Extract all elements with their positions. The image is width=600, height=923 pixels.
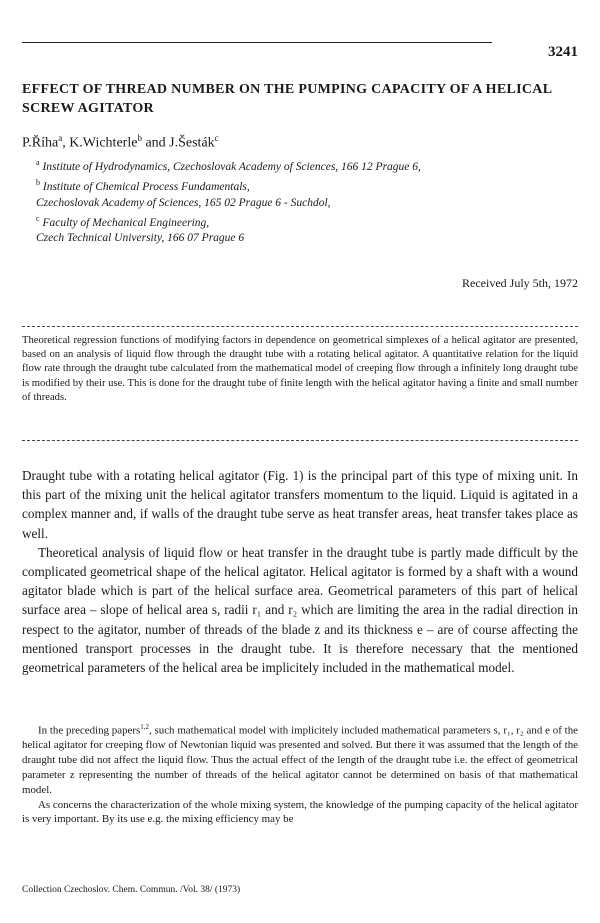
author-mark: a: [58, 133, 63, 143]
main-text: [22, 466, 578, 677]
abstract: Theoretical regression functions of modifying factors in dependence on geometrical simplexes of a helical agitator are presented, based on an analysis of liquid flow through the draught tube with a rotating helical agitator. A quantitative relation for the liquid flow rate through the draught tube calculated from the mathematical model of creeping flow through a infinitely long draught tube is modified by their use. This is done for the draught tube of finite length with the helical agitator having a finite and small number of threads.: [22, 335, 578, 403]
author-mark: b: [137, 133, 142, 143]
affiliations: $^a$ Institute of Hydrodynamics, Czechoslovak Academy of Sciences, 166 12 Prague 6, $^b$ Institute of Chemical Process Fundamentals, Czechoslovak Academy of Sciences, 165 02 Prague 6 - Suchdol, $^c$ Faculty of Mechanical Engineering, Czech Technical University, 166 07 Prague 6: [36, 155, 576, 246]
affiliation-a: Institute of Hydrodynamics, Czechoslovak Academy of Sciences, 166 12 Prague 6,: [42, 160, 421, 173]
affiliation-c-cont: Czech Technical University, 166 07 Prague 6: [36, 232, 245, 245]
article-title: EFFECT OF THREAD NUMBER ON THE PUMPING CAPACITY OF A HELICAL SCREW AGITATOR: [22, 82, 552, 116]
author-mark: c: [214, 133, 219, 143]
page-number: 3241: [548, 44, 578, 60]
paragraph: In the preceding papers$^{1,2}$, such mathematical model with implicitely included mathematical parameters s, r₁, r₂ and e of the helical agitator for creeping flow of Newtonian liquid was presented and solved. But there it was assumed that the length of the draught tube did not affect the liquid flow. Thus the actual effect of the length of the draught tube i.e. the effect of geometrical parameter z representing the number of threads of the helical agitator cannot be determined on basis of that mathematical model.: [22, 723, 578, 796]
paragraph: Draught tube with a rotating helical agitator (Fig. 1) is the principal part of this type of mixing unit. In this part of the mixing unit the helical agitator transfers momentum to the liquid. Liquid is agitated in a complex manner and, if walls of the draught tube serve as heat transfer areas, heat transfer takes place as well.: [22, 468, 578, 541]
affiliation-c: Faculty of Mechanical Engineering,: [42, 216, 210, 229]
received-date: Received July 5th, 1972: [462, 276, 578, 290]
author-name: P.Říha: [22, 135, 59, 151]
paragraph: As concerns the characterization of the whole mixing system, the knowledge of the pumping capacity of the helical agitator is very important. By its use e.g. the mixing efficiency may be: [22, 798, 578, 826]
author-name: J.Šesták: [169, 135, 215, 151]
affiliation-b-cont: Czechoslovak Academy of Sciences, 165 02 Prague 6 - Suchdol,: [36, 196, 331, 209]
reference-marks: 1,2: [140, 723, 149, 731]
affiliation-b: Institute of Chemical Process Fundamentals,: [42, 180, 250, 193]
abstract-bottom-rule: [22, 440, 578, 441]
small-text: [22, 720, 578, 827]
authors-line: P.Říha$^a$, K.Wichterle$^b$ and J.Šesták$^c$: [22, 133, 219, 151]
journal-footer: Collection Czechoslov. Chem. Commun. /Vol. 38/ (1973): [22, 885, 241, 895]
paragraph: Theoretical analysis of liquid flow or heat transfer in the draught tube is partly made difficult by the complicated geometrical shape of the helical agitator. Helical agitator is formed by a shaft with a wound agitator blade which is part of the helical surface area. Geometrical parameters of this part of helical surface area – slope of helical area s, radii r₁ and r₂ which are limiting the area in the radial direction in respect to the agitator, number of threads of the blade z and its thickness e – are of course affecting the mentioned transport processes in the draught tube. It is therefore necessary that the mentioned geometrical parameters of the helical area be implicitely included in the mathematical model.: [22, 544, 578, 676]
header-rule: [22, 42, 492, 43]
abstract-top-rule: [22, 326, 578, 327]
author-name: K.Wichterle: [69, 135, 138, 151]
